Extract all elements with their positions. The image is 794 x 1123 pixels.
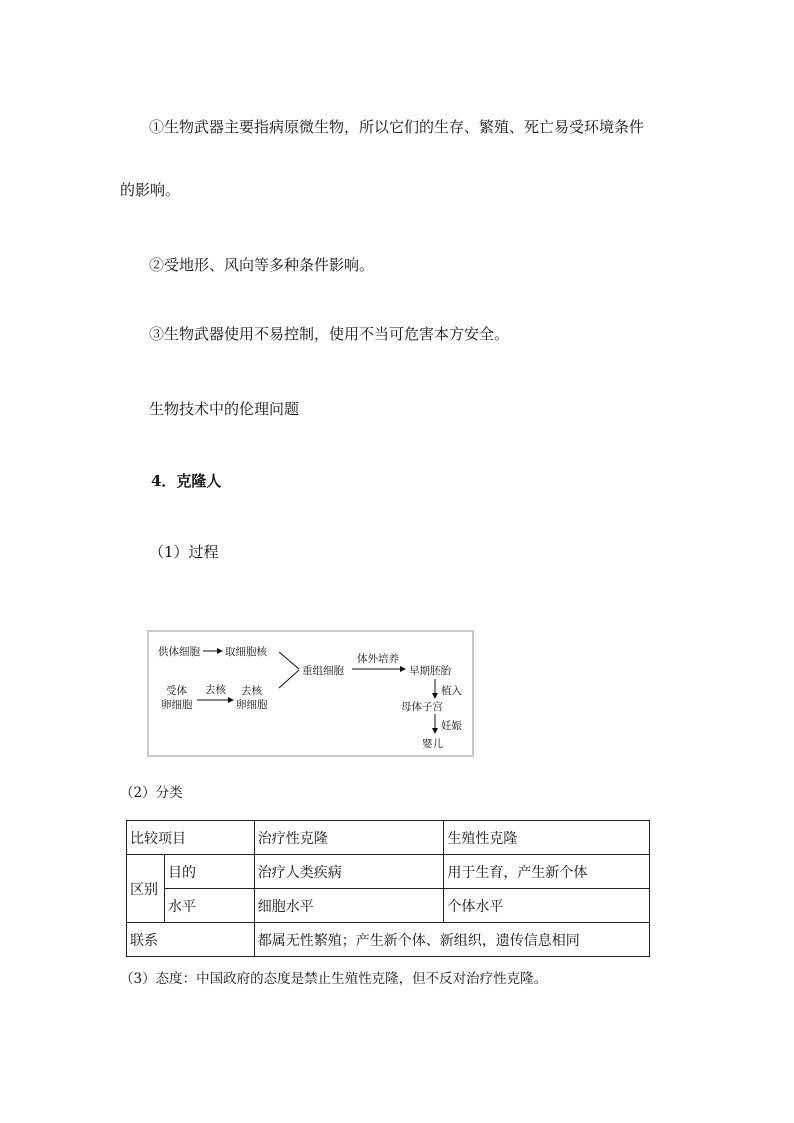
take-nucleus-label: 取细胞核 [225, 646, 267, 658]
cloning-process-diagram [147, 630, 474, 757]
recipient-label-2: 卵细胞 [161, 699, 193, 711]
heading-cloning: 4．克隆人 [151, 472, 222, 490]
cloning-comparison-table [126, 820, 650, 957]
header-item: 比较项目 [127, 821, 255, 855]
table-row [127, 889, 650, 923]
implant-label: 植入 [441, 685, 462, 697]
table-header-row [127, 821, 650, 855]
header-reproductive: 生殖性克隆 [444, 821, 650, 855]
paragraph-1-line-2: 的影响。 [120, 181, 181, 199]
enucleate-label: 去核 [205, 684, 226, 696]
distinction-label: 区别 [127, 855, 165, 923]
cell-reproductive-purpose: 用于生育，产生新个体 [444, 855, 650, 889]
attitude-statement: （3）态度：中国政府的态度是禁止生殖性克隆，但不反对治疗性克隆。 [120, 971, 548, 987]
relation-value: 都属无性繁殖；产生新个体、新组织，遗传信息相同 [254, 923, 649, 957]
subheading-classification: （2）分类 [120, 785, 183, 801]
merge-line-top [279, 652, 299, 669]
paragraph-1-line-1: ①生物武器主要指病原微生物，所以它们的生存、繁殖、死亡易受环境条件 [149, 118, 645, 136]
enucleated-label-1: 去核 [241, 685, 262, 697]
table-row [127, 923, 650, 957]
paragraph-3: ③生物武器使用不易控制，使用不当可危害本方安全。 [149, 325, 510, 343]
cell-therapeutic-purpose: 治疗人类疾病 [254, 855, 444, 889]
table-row [127, 855, 650, 889]
in-vitro-label: 体外培养 [357, 653, 399, 665]
header-therapeutic: 治疗性克隆 [254, 821, 444, 855]
cell-therapeutic-level: 细胞水平 [254, 889, 444, 923]
early-embryo-label: 早期胚胎 [409, 665, 451, 677]
diagram-svg [149, 632, 476, 759]
subheading-process: （1）过程 [149, 543, 219, 561]
baby-label: 婴儿 [422, 738, 443, 750]
row-label-level: 水平 [164, 889, 254, 923]
row-label-purpose: 目的 [164, 855, 254, 889]
recipient-label-1: 受体 [166, 685, 187, 697]
section-title: 生物技术中的伦理问题 [149, 400, 300, 418]
enucleated-label-2: 卵细胞 [236, 699, 268, 711]
cell-reproductive-level: 个体水平 [444, 889, 650, 923]
reconstructed-cell-label: 重组细胞 [302, 665, 344, 677]
paragraph-2: ②受地形、风向等多种条件影响。 [149, 256, 375, 274]
pregnancy-label: 妊娠 [441, 720, 462, 732]
relation-label: 联系 [127, 923, 255, 957]
merge-line-bottom [279, 670, 299, 688]
donor-cell-label: 供体细胞 [158, 646, 200, 658]
uterus-label: 母体子宫 [401, 701, 443, 713]
